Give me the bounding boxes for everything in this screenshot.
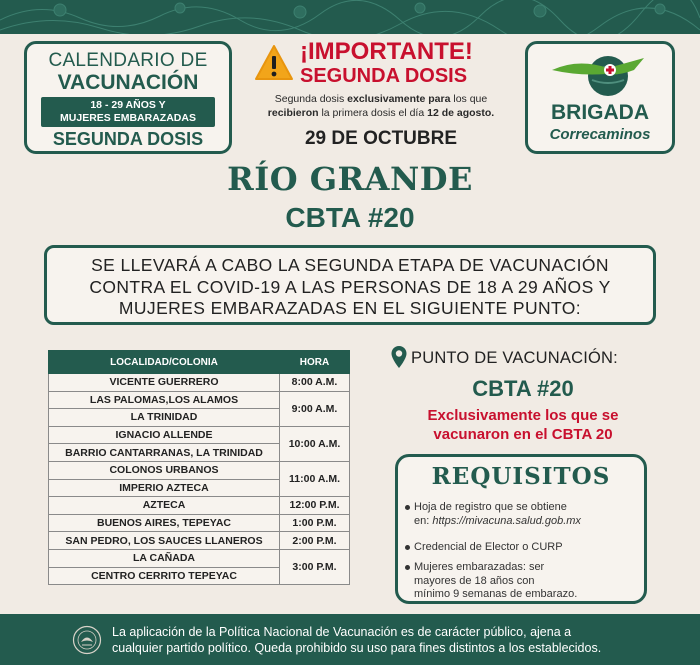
requisito-text: Credencial de Elector o CURP bbox=[414, 541, 563, 553]
punto-note-line: vacunaron en el CBTA 20 bbox=[433, 426, 613, 443]
important-title: ¡IMPORTANTE! bbox=[300, 38, 473, 65]
top-decorative-band bbox=[0, 0, 700, 34]
message-box bbox=[44, 245, 656, 325]
schedule-table bbox=[48, 350, 350, 585]
disclaimer-line: La aplicación de la Política Nacional de Vacunación es de carácter público, ajena a bbox=[112, 625, 572, 639]
requisito-text: mínimo 9 semanas de embarazo. bbox=[414, 588, 578, 600]
brigada-name: BRIGADA bbox=[551, 101, 649, 124]
calendar-box bbox=[24, 41, 232, 154]
mivacuna-link[interactable]: https://mivacuna.salud.gob.mx bbox=[432, 514, 581, 527]
locality-cell: COLONOS URBANOS bbox=[49, 461, 280, 479]
important-text-part: la primera dosis el día bbox=[318, 107, 428, 119]
locality-cell: IGNACIO ALLENDE bbox=[49, 426, 280, 444]
locality-cell: BUENOS AIRES, TEPEYAC bbox=[49, 514, 280, 532]
table-row bbox=[49, 374, 350, 392]
requisito-item bbox=[414, 501, 642, 528]
table-row bbox=[49, 497, 350, 515]
important-text bbox=[246, 92, 516, 120]
hour-cell: 9:00 A.M. bbox=[280, 391, 350, 426]
bullet-icon bbox=[405, 565, 410, 570]
vaccination-date: 29 DE OCTUBRE bbox=[304, 128, 458, 149]
locality-cell: VICENTE GUERRERO bbox=[49, 374, 280, 392]
bullet-icon bbox=[405, 545, 410, 550]
locality-cell: LA CAÑADA bbox=[49, 549, 280, 567]
government-seal-icon bbox=[72, 625, 102, 655]
punto-note-line: Exclusivamente los que se bbox=[427, 407, 619, 424]
important-text-part: Segunda dosis bbox=[274, 93, 348, 105]
location-pin-icon bbox=[390, 345, 408, 369]
disclaimer-line: cualquier partido político. Queda prohibido su uso para fines distintos a los establecidos. bbox=[112, 641, 602, 655]
hour-cell: 11:00 A.M. bbox=[280, 461, 350, 496]
hour-cell: 12:00 P.M. bbox=[280, 497, 350, 515]
city-title: RÍO GRANDE bbox=[227, 160, 473, 198]
requisito-text: Hoja de registro que se obtiene bbox=[414, 501, 567, 513]
brigada-subname: Correcaminos bbox=[549, 126, 651, 143]
table-row bbox=[49, 532, 350, 550]
locality-cell: SAN PEDRO, LOS SAUCES LLANEROS bbox=[49, 532, 280, 550]
header-locality: LOCALIDAD/COLONIA bbox=[49, 351, 280, 374]
table-row bbox=[49, 461, 350, 479]
requisito-text: mayores de 18 años con bbox=[414, 574, 535, 587]
punto-place: CBTA #20 bbox=[472, 376, 574, 401]
calendar-title-strong: VACUNACIÓN bbox=[57, 71, 199, 94]
locality-cell: CENTRO CERRITO TEPEYAC bbox=[49, 567, 280, 585]
locality-cell: IMPERIO AZTECA bbox=[49, 479, 280, 497]
hour-cell: 2:00 P.M. bbox=[280, 532, 350, 550]
calendar-title: CALENDARIO DE bbox=[48, 50, 208, 71]
message-line: CONTRA EL COVID-19 A LAS PERSONAS DE 18 A 29 AÑOS Y bbox=[89, 276, 611, 297]
requisito-item bbox=[414, 541, 642, 555]
calendar-group-line1: 18 - 29 AÑOS Y bbox=[90, 99, 166, 111]
table-row bbox=[49, 514, 350, 532]
warning-triangle-icon bbox=[254, 44, 294, 82]
requisito-prefix: en: bbox=[414, 514, 433, 527]
important-text-bold: exclusivamente para bbox=[347, 93, 451, 105]
pattern-decoration bbox=[0, 0, 700, 34]
requisito-item bbox=[414, 561, 642, 602]
hour-cell: 3:00 P.M. bbox=[280, 549, 350, 584]
bullet-icon bbox=[405, 505, 410, 510]
locality-cell: BARRIO CANTARRANAS, LA TRINIDAD bbox=[49, 444, 280, 462]
table-header-row bbox=[49, 351, 350, 374]
brigada-logo-icon bbox=[548, 50, 652, 100]
calendar-group-pill bbox=[41, 97, 215, 127]
important-text-bold: recibieron bbox=[267, 107, 319, 119]
footer-disclaimer bbox=[112, 624, 682, 656]
table-row bbox=[49, 426, 350, 444]
hour-cell: 10:00 A.M. bbox=[280, 426, 350, 461]
important-text-bold: 12 de agosto. bbox=[427, 107, 495, 119]
punto-label: PUNTO DE VACUNACIÓN: bbox=[411, 349, 618, 367]
message-line: SE LLEVARÁ A CABO LA SEGUNDA ETAPA DE VACUNACIÓN bbox=[91, 255, 609, 275]
important-text-part: los que bbox=[450, 93, 488, 105]
hour-cell: 1:00 P.M. bbox=[280, 514, 350, 532]
calendar-dose: SEGUNDA DOSIS bbox=[52, 129, 204, 149]
table-row bbox=[49, 549, 350, 567]
requisitos-title: REQUISITOS bbox=[431, 463, 611, 490]
requisito-text bbox=[414, 515, 642, 529]
calendar-group-line2: MUJERES EMBARAZADAS bbox=[60, 112, 196, 124]
message-line: MUJERES EMBARAZADAS EN EL SIGUIENTE PUNTO: bbox=[118, 298, 582, 318]
important-subtitle: SEGUNDA DOSIS bbox=[300, 65, 468, 87]
hour-cell: 8:00 A.M. bbox=[280, 374, 350, 392]
requisitos-box bbox=[395, 454, 647, 604]
locality-cell: LA TRINIDAD bbox=[49, 409, 280, 427]
brigada-box bbox=[525, 41, 675, 154]
locality-cell: AZTECA bbox=[49, 497, 280, 515]
header-hour: HORA bbox=[280, 351, 350, 374]
punto-note bbox=[390, 406, 656, 444]
venue-title: CBTA #20 bbox=[285, 202, 415, 233]
locality-cell: LAS PALOMAS,LOS ALAMOS bbox=[49, 391, 280, 409]
requisito-text: Mujeres embarazadas: ser bbox=[414, 561, 545, 573]
table-row bbox=[49, 391, 350, 409]
